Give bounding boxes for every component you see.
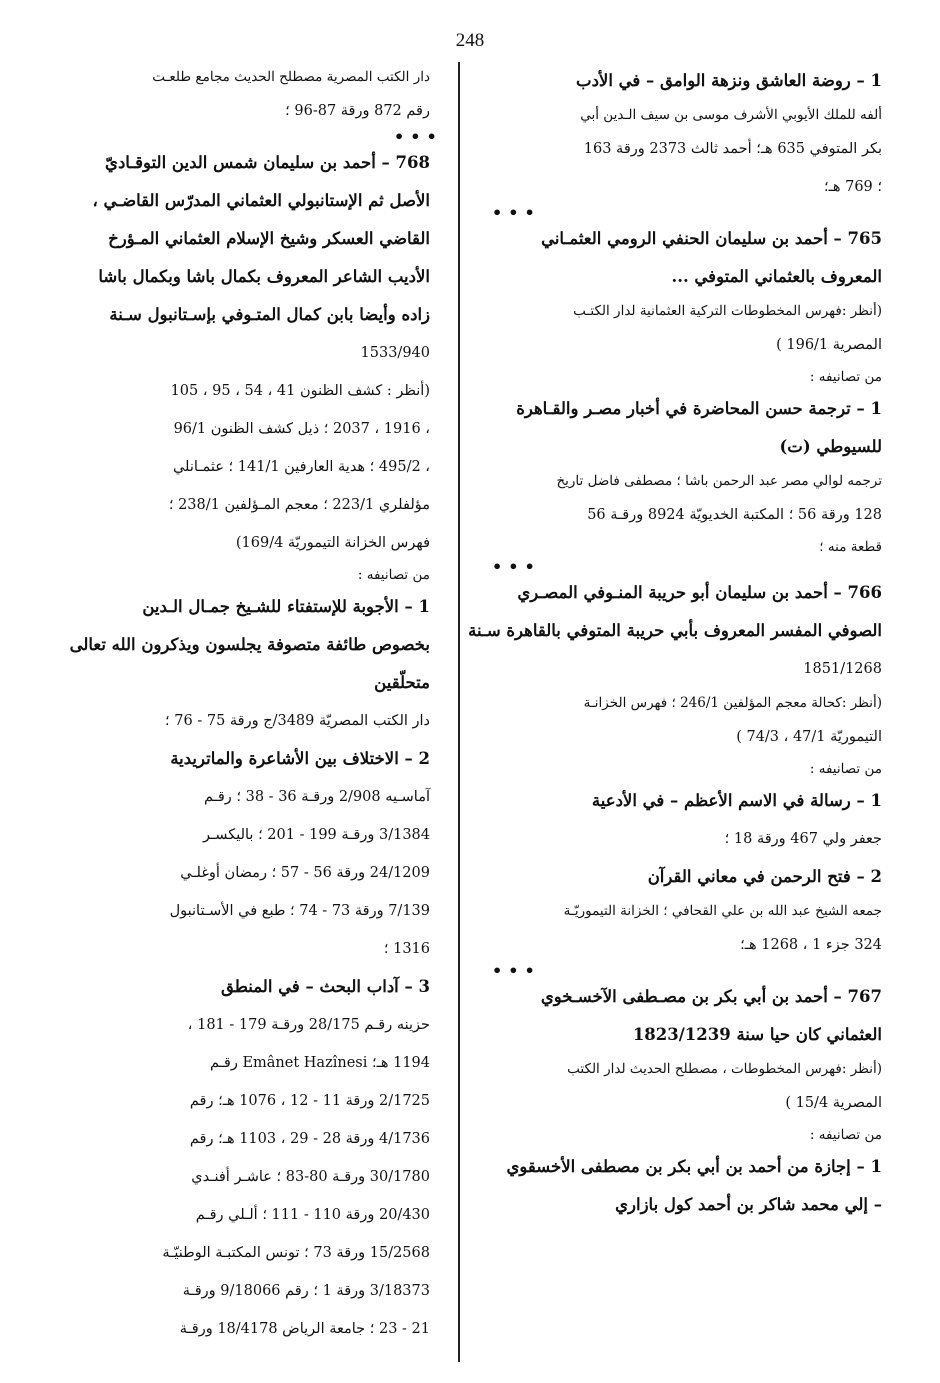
text-line: دار الكتب المصريّة 3489/ج ورقة 75 - 76 ؛ [165, 713, 430, 729]
text-line: المصرية 196/1 ) [776, 337, 882, 353]
entry-heading: 2 – الاختلاف بين الأشاعرة والماتريدية [170, 749, 430, 768]
text-line: 20/430 ورقة 110 - 111 ؛ ألـلي رقـم [195, 1207, 430, 1223]
text-line: 24/1209 ورقة 56 - 57 ؛ رمضان أوغلـي [180, 865, 430, 881]
text-line: دار الكتب المصرية مصطلح الحديث مجامع طلعـت [152, 69, 430, 85]
entry-heading: – إلي محمد شاكر بن أحمد كول بازاري [615, 1195, 882, 1214]
subheading: من تصانيفه : [809, 369, 882, 385]
entry-heading: 1 – ترجمة حسن المحاضرة في أخبار مصـر والقـاهرة [516, 399, 882, 418]
left-column [69, 62, 443, 1348]
entry-heading: 1 – الأجوبة للإستفتاء للشـيخ جمـال الـدين [142, 597, 430, 616]
text-line: فهرس الخزانة التيموريّة 169/4) [235, 535, 430, 551]
subheading: من تصانيفه : [357, 567, 430, 583]
text-line: جمعه الشيخ عبد الله بن علي القحافي ؛ الخزانة التيموريّـة [563, 903, 882, 919]
entry-heading: المعروف بالعثماني المتوفي ... [671, 267, 882, 286]
entry-heading: 2 – فتح الرحمن في معاني القرآن [647, 867, 882, 886]
entry-separator: ••• [492, 961, 541, 980]
text-line: 128 ورقة 56 ؛ المكتبة الخديويّة 8924 ورقـة 56 [587, 507, 882, 523]
text-line: ، 1916 ، 2037 ؛ ذيل كشف الظنون 96/1 [173, 421, 430, 437]
text-line: 4/1736 ورقة 28 - 29 ، 1103 هـ؛ رقم [189, 1131, 430, 1147]
text-line: 1851/1268 [803, 661, 882, 677]
text-line: 3/18373 ورقة 1 ؛ رقم 9/18066 ورقـة [182, 1283, 430, 1299]
entry-separator: ••• [492, 203, 541, 222]
entry-separator: ••• [492, 557, 541, 576]
text-line: ألفه للملك الأيوبي الأشرف موسى بن سيف الـدين أبي [580, 107, 882, 123]
entry-heading: العثماني كان حيا سنة 1823/1239 [632, 1025, 882, 1044]
subheading: قطعة منه ؛ [819, 539, 882, 555]
text-line: 7/139 ورقة 73 - 74 ؛ طبع في الأسـتانبول [169, 903, 430, 919]
text-line: حزينه رقـم 28/175 ورقـة 179 - 181 ، [187, 1017, 430, 1033]
text-line: 324 جزء 1 ، 1268 هـ؛ [740, 937, 882, 953]
text-line: جعفر ولي 467 ورقة 18 ؛ [724, 831, 882, 847]
entry-heading: 765 – أحمد بن سليمان الحنفي الرومي العثمـاني [541, 229, 882, 248]
text-line: آماسـيه 2/908 ورقـة 36 - 38 ؛ رقـم [203, 789, 430, 805]
text-line: 1533/940 [360, 345, 430, 361]
text-line: 1194 هـ؛ Emânet Hazînesi رقـم [210, 1055, 430, 1071]
text-line: 2/1725 ورقة 11 - 12 ، 1076 هـ؛ رقم [189, 1093, 430, 1109]
subheading: من تصانيفه : [809, 761, 882, 777]
entry-heading: زاده وأيضا بابن كمال المتـوفي بإسـتانبول سـنة [109, 305, 430, 324]
page-number: 248 [455, 30, 485, 51]
entry-heading: 767 – أحمد بن أبي بكر بن مصـطفى الآخسـخوي [540, 987, 882, 1006]
text-line: 1316 ؛ [383, 941, 430, 957]
entry-heading: 1 – رسالة في الاسم الأعظم – في الأدعية [591, 791, 882, 810]
text-line: مؤلفلري 223/1 ؛ معجم المـؤلفين 238/1 ؛ [168, 497, 430, 513]
entry-heading: الأصل ثم الإستانبولي العثماني المدرّس القاضـي ، [92, 191, 430, 210]
text-line: (أنظر : كشف الظنون 41 ، 54 ، 95 ، 105 [170, 383, 430, 399]
text-line: المصرية 15/4 ) [785, 1095, 882, 1111]
column-divider [458, 62, 460, 1362]
entry-heading: بخصوص طائفة متصوفة يجلسون ويذكرون الله تعالى [69, 635, 430, 654]
entry-heading: متحلّقين [374, 673, 430, 692]
entry-heading: 766 – أحمد بن سليمان أبو حريبة المنـوفي المصـري [517, 583, 882, 602]
text-line: (أنظر :فهرس المخطوطات ، مصطلح الحديث لدار الكتب [567, 1061, 882, 1077]
text-line: 30/1780 ورقـة 80-83 ؛ عاشـر أفنـدي [191, 1169, 430, 1185]
entry-separator: ••• [394, 127, 443, 146]
text-line: (أنظر :كحالة معجم المؤلفين 246/1 ؛ فهرس الخزانـة [583, 695, 882, 711]
text-line: رقم 872 ورقة 87-96 ؛ [285, 103, 430, 119]
text-line: التيموريّة 47/1 ، 74/3 ) [736, 729, 882, 745]
text-line: بكر المتوفي 635 هـ؛ أحمد ثالث 2373 ورقة 163 [583, 141, 882, 157]
text-line: ترجمه لوالي مصر عبد الرحمن باشا ؛ مصطفى فاضل تاريخ [556, 473, 882, 489]
entry-heading: للسيوطي (ت) [779, 437, 882, 456]
subheading: من تصانيفه : [809, 1127, 882, 1143]
entry-heading: 1 – إجازة من أحمد بن أبي بكر بن مصطفى الأخسقوي [506, 1157, 882, 1176]
entry-heading: 3 – آداب البحث – في المنطق [220, 977, 430, 996]
text-line: 3/1384 ورقـة 199 - 201 ؛ باليكسـر [203, 827, 430, 843]
entry-heading: القاضي العسكر وشيخ الإسلام العثماني المـؤرخ [108, 229, 430, 248]
entry-heading: الصوفي المفسر المعروف بأبي حريبة المتوفي بالقاهرة سـنة [468, 621, 882, 640]
right-column [468, 62, 882, 1224]
text-line: ، 495/2 ؛ هدية العارفين 141/1 ؛ عثمـانلي [172, 459, 430, 475]
entry-heading: الأديب الشاعر المعروف بكمال باشا وبكمال باشا [98, 267, 430, 286]
entry-heading: 768 – أحمد بن سليمان شمس الدين التوقـاديّ [105, 153, 430, 172]
entry-heading: 1 – روضة العاشق ونزهة الوامق – في الأدب [576, 71, 882, 90]
text-line: 21 - 23 ؛ جامعة الرياض 18/4178 ورقـة [179, 1321, 430, 1337]
text-line: (أنظر :فهرس المخطوطات التركية العثمانية لدار الكتـب [573, 303, 882, 319]
text-line: 15/2568 ورقة 73 ؛ تونس المكتبـة الوطنيّـة [162, 1245, 430, 1261]
text-line: ؛ 769 هـ؛ [823, 179, 882, 195]
